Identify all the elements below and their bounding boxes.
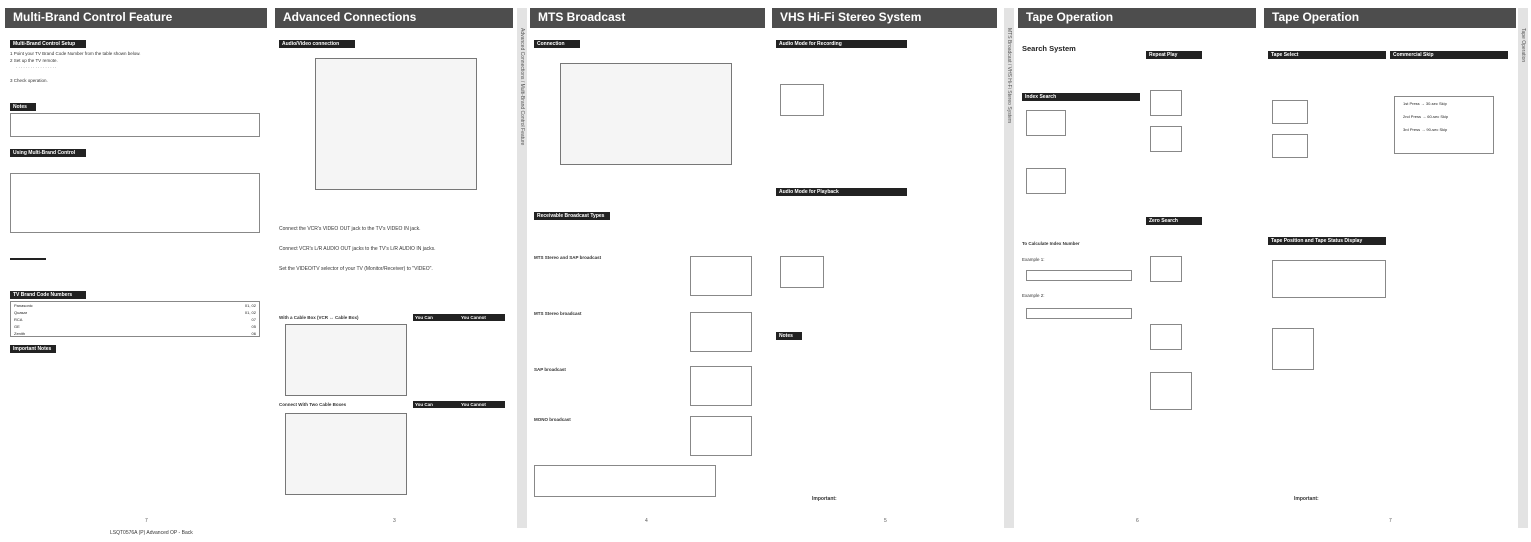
page-tape-operation-2 — [1264, 8, 1516, 528]
page-number: 4 — [645, 518, 648, 524]
section-header: Connection — [534, 40, 580, 48]
print-footer: LSQT0576A (P) Advanced OP - Back — [110, 530, 193, 536]
section-header: Zero Search — [1146, 217, 1202, 225]
screen-display — [1272, 328, 1314, 370]
screen-display — [780, 84, 824, 116]
section-header: Commercial Skip — [1390, 51, 1508, 59]
page-number: 5 — [884, 518, 887, 524]
screen-display — [1026, 110, 1066, 136]
section-header: Important Notes — [10, 345, 56, 353]
page-title-band — [530, 8, 765, 28]
section-header: Tape Position and Tape Status Display — [1268, 237, 1386, 245]
page-title-band — [275, 8, 513, 28]
brand-name: GE — [14, 324, 20, 329]
step-3: 3 Check operation. — [10, 78, 48, 83]
skip-table — [1394, 96, 1494, 154]
two-cable-heading: Connect With Two Cable Boxes — [279, 402, 347, 407]
page-advanced-connections — [275, 8, 513, 528]
notes-header — [10, 258, 46, 260]
broadcast-type: MTS Stereo and SAP broadcast — [534, 255, 602, 260]
screen-display — [1150, 324, 1182, 350]
sidebar-tab — [1518, 8, 1528, 528]
section-header: Receivable Broadcast Types — [534, 212, 610, 220]
skip-row: 1st Press → 30-sec Skip — [1403, 101, 1447, 106]
step-detail — [10, 85, 260, 95]
skip-row: 2nd Press → 60-sec Skip — [1403, 114, 1449, 119]
broadcast-type: MONO broadcast — [534, 417, 571, 422]
page-title: Tape Operation — [1272, 10, 1360, 24]
section-header: Tape Select — [1268, 51, 1386, 59]
you-can-header: You Can — [413, 401, 459, 408]
page-title: Advanced Connections — [283, 10, 417, 24]
you-cannot-header: You Cannot — [459, 314, 505, 321]
page-number: 7 — [1389, 518, 1392, 524]
screen-display — [780, 256, 824, 288]
page-vhs-hifi — [772, 8, 997, 528]
two-cable-diagram — [285, 413, 407, 495]
page-multi-brand — [5, 8, 267, 528]
step-2: 2 Set up the TV remote. — [10, 58, 58, 63]
section-header: TV Brand Code Numbers — [10, 291, 86, 299]
section-header: Audio Mode for Playback — [776, 188, 907, 196]
section-header: Audio/Video connection — [279, 40, 355, 48]
screen-display — [1272, 100, 1308, 124]
brand-code: 05 — [251, 324, 256, 329]
section-header: Index Search — [1022, 93, 1140, 101]
brand-code: 07 — [251, 317, 256, 322]
connect-step-1: Connect the VCR's VIDEO OUT jack to the TV's VIDEO IN jack. — [279, 226, 421, 232]
step-detail: · · · · · · · · · · · · · · · · · — [16, 65, 57, 70]
brand-table — [10, 301, 260, 337]
page-tape-operation-1 — [1018, 8, 1256, 528]
connect-step-2: Connect VCR's L/R AUDIO OUT jacks to the TV's L/R AUDIO IN jacks. — [279, 246, 436, 252]
code-table — [10, 173, 260, 233]
broadcast-type: MTS Stereo broadcast — [534, 311, 582, 316]
page-number: 7 — [145, 518, 148, 524]
notes-header: Notes — [776, 332, 802, 340]
sidebar-tab — [517, 8, 527, 528]
you-cannot-header: You Cannot — [459, 401, 505, 408]
important-label: Important: — [1294, 496, 1319, 502]
connect-step-3: Set the VIDEO/TV selector of your TV (Monitor/Receiver) to "VIDEO". — [279, 266, 433, 272]
page-title-band — [1018, 8, 1256, 28]
screen-display — [690, 366, 752, 406]
sidebar-label: MTS Broadcast / VHS Hi-Fi Stereo System — [1006, 28, 1012, 124]
brand-name: Panasonic — [14, 303, 33, 308]
sidebar-tab — [1004, 8, 1014, 528]
page-title: Multi-Brand Control Feature — [13, 10, 173, 24]
sidebar-label: Advanced Connections / Multi-Brand Control Feature — [519, 28, 525, 146]
screen-display — [690, 416, 752, 456]
tape-diagram — [1026, 308, 1132, 319]
page-title: VHS Hi-Fi Stereo System — [780, 10, 922, 24]
screen-display — [1150, 256, 1182, 282]
notes-box — [10, 113, 260, 137]
connection-diagram — [315, 58, 477, 190]
search-system-title: Search System — [1022, 44, 1076, 53]
you-can-header: You Can — [413, 314, 459, 321]
skip-row: 3rd Press → 90-sec Skip — [1403, 127, 1448, 132]
sidebar-label: Tape Operation — [1520, 28, 1526, 63]
page-title-band — [5, 8, 267, 28]
note-box — [534, 465, 716, 497]
subsection-heading: To Calculate Index Number — [1022, 241, 1080, 246]
note-box — [1272, 260, 1386, 298]
cable-box-diagram — [285, 324, 407, 396]
example-label: Example 2: — [1022, 293, 1045, 298]
brand-code: 01, 02 — [244, 310, 256, 315]
page-title: MTS Broadcast — [538, 10, 626, 24]
screen-display — [1272, 134, 1308, 158]
brand-name: RCA — [14, 317, 23, 322]
page-title: Tape Operation — [1026, 10, 1114, 24]
brand-code: 06 — [251, 331, 256, 336]
important-label: Important: — [812, 496, 837, 502]
step-1: 1 Point your TV Brand Code Number from the table shown below. — [10, 51, 141, 56]
section-header: Using Multi-Brand Control — [10, 149, 86, 157]
page-number: 3 — [393, 518, 396, 524]
screen-display — [1026, 168, 1066, 194]
brand-name: Quasar — [14, 310, 28, 315]
section-header: Repeat Play — [1146, 51, 1202, 59]
notes-header: Notes — [10, 103, 36, 111]
section-header: Multi-Brand Control Setup — [10, 40, 86, 48]
broadcast-type: SAP broadcast — [534, 367, 566, 372]
cable-box-heading: With a Cable Box (VCR ↔ Cable Box) — [279, 315, 359, 320]
section-header: Audio Mode for Recording — [776, 40, 907, 48]
brand-name: Zenith — [14, 331, 26, 336]
page-number: 6 — [1136, 518, 1139, 524]
screen-display — [690, 312, 752, 352]
brand-code: 01, 02 — [244, 303, 256, 308]
mts-diagram — [560, 63, 732, 165]
page-mts-broadcast — [530, 8, 765, 528]
screen-display — [1150, 126, 1182, 152]
page-title-band — [772, 8, 997, 28]
screen-display — [690, 256, 752, 296]
example-label: Example 1: — [1022, 257, 1045, 262]
page-title-band — [1264, 8, 1516, 28]
tape-diagram — [1026, 270, 1132, 281]
screen-display — [1150, 372, 1192, 410]
screen-display — [1150, 90, 1182, 116]
